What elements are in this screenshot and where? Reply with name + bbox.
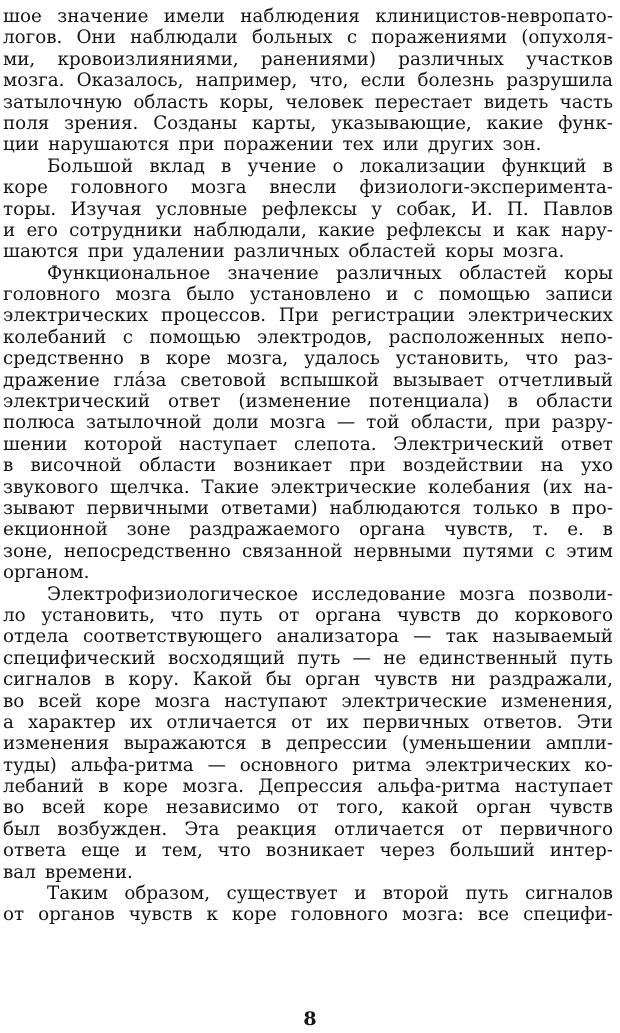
page-number: 8: [303, 1008, 317, 1030]
text-line: мозга. Оказалось, например, что, если болезнь разрушила: [3, 70, 613, 92]
text-line: электрических процессов. При регистрации электрических: [3, 305, 613, 327]
text-line: а характер их отличается от их первичных ответов. Эти: [3, 711, 613, 733]
text-line: сигналов в кору. Какой бы орган чувств ни раздражали,: [3, 669, 613, 691]
text-line: Большой вклад в учение о локализации функций в: [47, 155, 613, 177]
text-line: лебаний в коре мозга. Депрессия альфа-ритма наступает: [3, 776, 613, 798]
text-line: специфический восходящий путь — не единственный путь: [3, 647, 613, 669]
text-line: электрический ответ (изменение потенциала) в области: [3, 391, 613, 413]
text-line: туды) альфа-ритма — основного ритма электрических ко-: [3, 754, 613, 776]
text-line: полюса затылочной доли мозга — той области, при разру-: [3, 412, 613, 434]
text-line: зывают первичными ответами) наблюдаются только в про-: [3, 497, 613, 519]
text-line: отдела соответствующего анализатора — так называемый: [3, 626, 613, 648]
text-line: Таким образом, существует и второй путь сигналов: [47, 883, 613, 905]
text-line: и его сотрудники наблюдали, какие рефлексы и как нару-: [3, 219, 613, 241]
text-line: был возбужден. Эта реакция отличается от первичного: [3, 818, 613, 840]
text-line: поля зрения. Созданы карты, указывающие, какие функ-: [3, 112, 613, 134]
text-line: головного мозга было установлено и с помощью записи: [3, 284, 613, 306]
text-line: колебаний с помощью электродов, расположенных непо-: [3, 326, 613, 348]
text-line: шое значение имели наблюдения клиницистов-невропато-: [3, 6, 613, 27]
text-line: изменения выражаются в депрессии (уменьшении ампли-: [3, 733, 613, 755]
text-line: шаются при удалении различных областей коры мозга.: [3, 241, 565, 263]
text-line: ответа еще и тем, что возникает через больший интер-: [3, 840, 613, 862]
text-line: ми, кровоизлияниями, ранениями) различных участков: [3, 48, 613, 70]
text-line: звукового щелчка. Такие электрические колебания (их на-: [3, 476, 613, 498]
text-line: затылочную область коры, человек перестает видеть часть: [3, 91, 613, 113]
body-text: [3, 6, 613, 926]
text-line: средственно в коре мозга, удалось установить, что раз-: [3, 348, 613, 370]
text-line: шении которой наступает слепота. Электрический ответ: [3, 433, 613, 455]
text-line: торы. Изучая условные рефлексы у собак, И. П. Павлов: [3, 198, 613, 220]
text-line: ции нарушаются при поражении тех или других зон.: [3, 134, 542, 156]
text-line: во всей коре независимо от того, какой орган чувств: [3, 797, 613, 819]
text-line: в височной области возникает при воздействии на ухо: [3, 455, 613, 477]
text-line: екционной зоне раздражаемого органа чувств, т. е. в: [3, 519, 613, 541]
text-line: ло установить, что путь от органа чувств до коркового: [3, 604, 613, 626]
text-line: коре головного мозга внесли физиологи-эксперимента-: [3, 177, 613, 199]
text-line: Функциональное значение различных областей коры: [47, 262, 613, 284]
text-line: от органов чувств к коре головного мозга: все специфи-: [3, 904, 613, 926]
text-line: логов. Они наблюдали больных с поражениями (опухоля-: [3, 27, 613, 49]
text-line: зоне, непосредственно связанной нервными путями с этим: [3, 540, 613, 562]
text-line: вал времени.: [3, 861, 133, 883]
text-line: дражение глáза световой вспышкой вызывает отчетливый: [3, 369, 613, 391]
text-line: во всей коре мозга наступают электрические изменения,: [3, 690, 613, 712]
text-line: органом.: [3, 562, 90, 584]
text-line: Электрофизиологическое исследование мозга позволи-: [47, 583, 613, 605]
